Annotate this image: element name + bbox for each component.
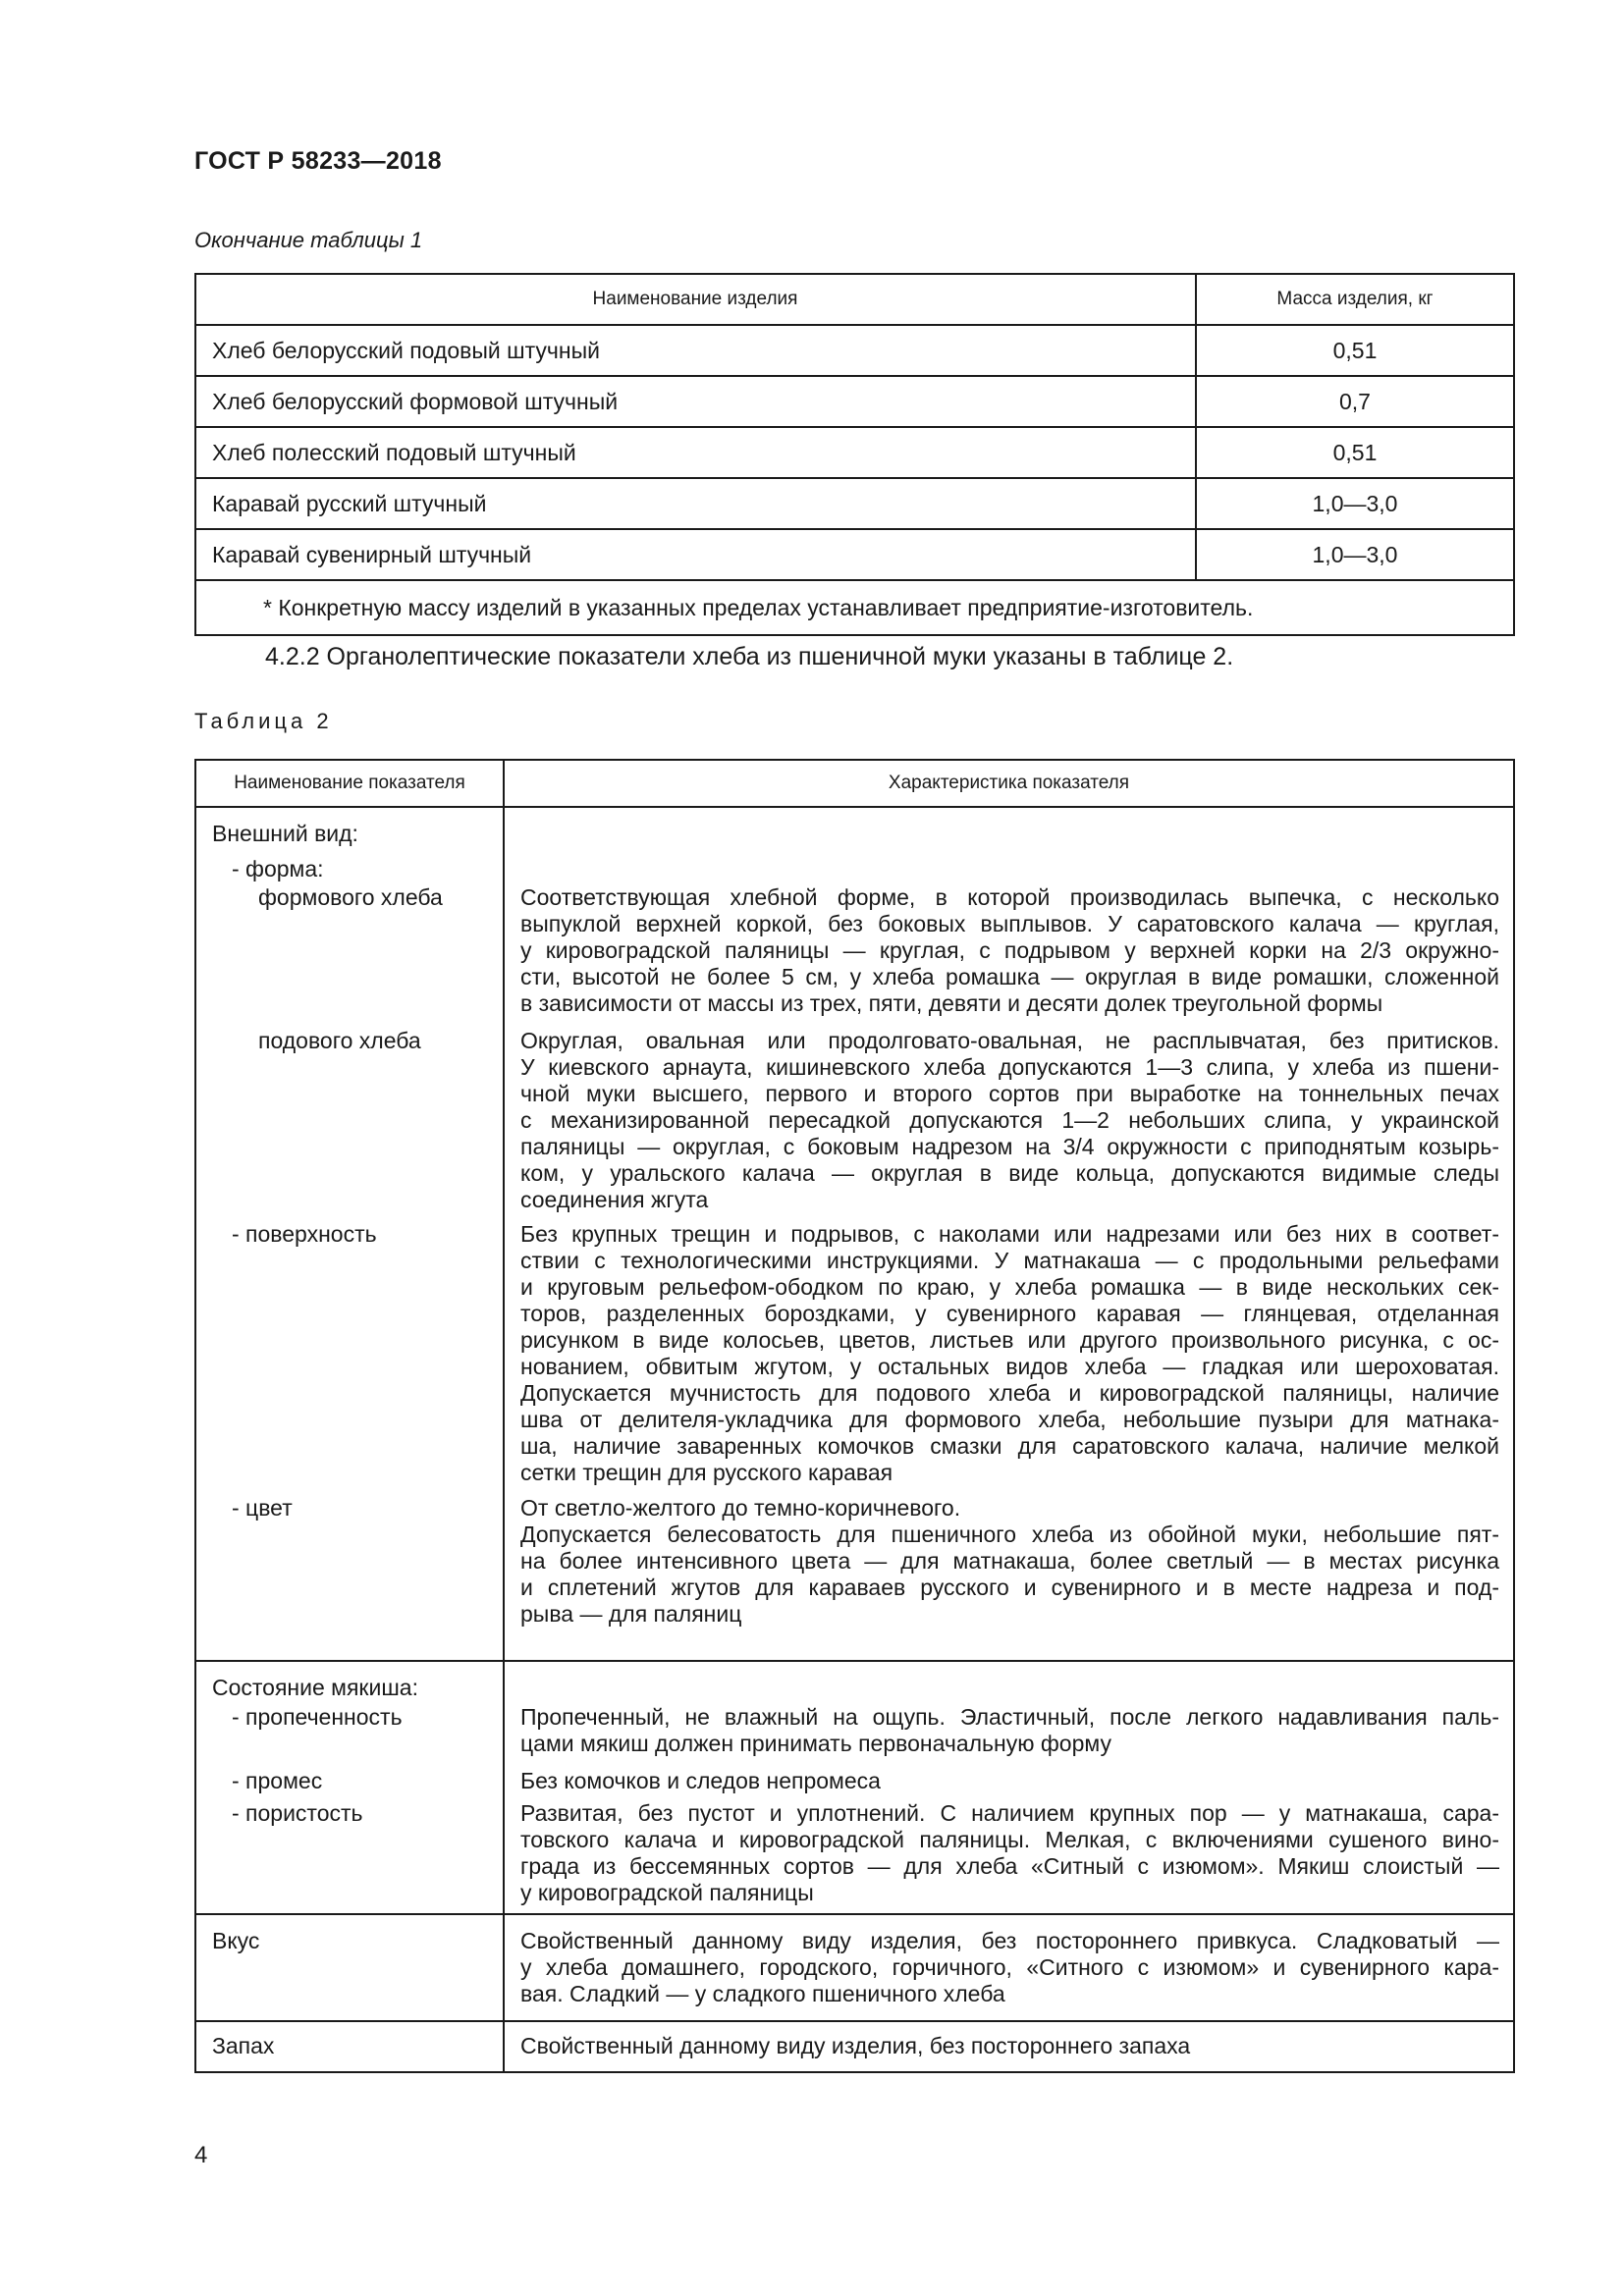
paragraph-4-2-2: 4.2.2 Органолептические показатели хлеба из пшеничной муки указаны в таблице 2. — [265, 643, 1234, 670]
text-line: Развитая, без пустот и уплотнений. С наличием крупных пор — у матнакаша, сара- — [520, 1800, 1499, 1826]
indicator-cell — [195, 1914, 504, 2021]
product-name: Каравай сувенирный штучный — [195, 529, 1196, 580]
indicator-cell — [195, 807, 504, 1661]
indicator-cell — [195, 2021, 504, 2072]
text-line: рисунком в виде колосьев, цветов, листьев или другого произвольного рисунка, с ос- — [520, 1327, 1499, 1353]
text-line: чной муки высшего, первого и второго сортов при выработке на тоннельных печах — [520, 1081, 1499, 1106]
text-line: сетки трещин для русского каравая — [520, 1460, 893, 1485]
table2-header-row — [195, 760, 1514, 807]
indicator-surface: - поверхность — [232, 1221, 377, 1247]
table-row — [195, 427, 1514, 478]
text-line: и круговым рельефом-ободком по краю, у хлеба ромашка — в виде нескольких сек- — [520, 1274, 1499, 1300]
characteristic-cell — [504, 2021, 1514, 2072]
text-line: У киевского арнаута, кишиневского хлеба допускаются 1—3 слипа, у хлеба из пшени- — [520, 1054, 1499, 1080]
indicator-form-hearth: подового хлеба — [258, 1028, 421, 1053]
product-name: Хлеб белорусский подовый штучный — [195, 325, 1196, 376]
product-mass: 0,51 — [1196, 325, 1514, 376]
text-line: с механизированной пересадкой допускаются 1—2 небольших слипа, у украинской — [520, 1107, 1499, 1133]
indicator-baked: - пропеченность — [232, 1704, 403, 1730]
table2-col-indicator: Наименование показателя — [195, 760, 504, 807]
indicator-color: - цвет — [232, 1495, 293, 1521]
document-code: ГОСТ Р 58233—2018 — [194, 147, 442, 175]
text-line: града из бессемянных сортов — для хлеба «Ситный с изюмом». Мякиш слоистый — — [520, 1853, 1499, 1879]
text-line: нованием, обвитым жгутом, у остальных видов хлеба — гладкая или шероховатая. — [520, 1354, 1499, 1379]
text-line: ком, у уральского калача — округлая в виде кольца, допускаются видимые следы — [520, 1160, 1499, 1186]
text-line: сти, высотой не более 5 см, у хлеба ромашка — округлая в виде ромашки, сложенной — [520, 964, 1499, 989]
text-line: у кировоградской паляницы — [520, 1880, 814, 1905]
characteristic-cell — [504, 807, 1514, 1661]
indicator-smell: Запах — [212, 2033, 275, 2058]
product-name: Каравай русский штучный — [195, 478, 1196, 529]
table-row — [195, 325, 1514, 376]
table1-col-name: Наименование изделия — [195, 274, 1196, 325]
text-line: выпуклой верхней коркой, без боковых выплывов. У саратовского калача — круглая, — [520, 911, 1499, 936]
product-name: Хлеб полесский подовый штучный — [195, 427, 1196, 478]
text-line: Округлая, овальная или продолговато-овальная, не расплывчатая, без притисков. — [520, 1028, 1499, 1053]
table-row — [195, 478, 1514, 529]
product-name: Хлеб белорусский формовой штучный — [195, 376, 1196, 427]
text-line: Свойственный данному виду изделия, без постороннего запаха — [520, 2033, 1191, 2058]
text-line: Соответствующая хлебной форме, в которой производилась выпечка, с несколько — [520, 884, 1499, 910]
table1-col-mass: Масса изделия, кг — [1196, 274, 1514, 325]
text-line: у кировоградской паляницы — круглая, с подрывом у верхней корки на 2/3 окружно- — [520, 937, 1499, 963]
text-line: Без крупных трещин и подрывов, с наколами или надрезами или без них в соответ- — [520, 1221, 1499, 1247]
text-line: торов, разделенных бороздками, у сувенирного каравая — глянцевая, отделанная — [520, 1301, 1499, 1326]
table-row — [195, 807, 1514, 1661]
text-line: на более интенсивного цвета — для матнакаша, более светлый — в местах рисунка — [520, 1548, 1499, 1574]
table-row — [195, 376, 1514, 427]
text-line: Пропеченный, не влажный на ощупь. Эластичный, после легкого надавливания паль- — [520, 1704, 1499, 1730]
table-row — [195, 2021, 1514, 2072]
characteristic-cell — [504, 1661, 1514, 1914]
indicator-crumb: Состояние мякиша: — [212, 1675, 418, 1700]
product-mass: 0,51 — [1196, 427, 1514, 478]
indicator-form-molded: формового хлеба — [258, 884, 443, 910]
table1-header-row — [195, 274, 1514, 325]
text-line: Допускается мучнистость для подового хлеба и кировоградской паляницы, наличие — [520, 1380, 1499, 1406]
text-line: и сплетений жгутов для караваев русского и сувенирного и в месте надреза и под- — [520, 1575, 1499, 1600]
product-mass: 1,0—3,0 — [1196, 529, 1514, 580]
page-number: 4 — [194, 2142, 208, 2168]
text-line: Без комочков и следов непромеса — [520, 1768, 881, 1793]
table1 — [194, 273, 1515, 636]
product-mass: 0,7 — [1196, 376, 1514, 427]
text-line: рыва — для паляниц — [520, 1601, 742, 1627]
table2-caption: Таблица 2 — [194, 709, 333, 733]
text-line: паляницы — округлая, с боковым надрезом на 3/4 окружности с приподнятым козырь- — [520, 1134, 1499, 1159]
indicator-porosity: - пористость — [232, 1800, 363, 1826]
table2 — [194, 759, 1515, 2073]
text-line: у хлеба домашнего, городского, горчичного, «Ситного с изюмом» и сувенирного кара- — [520, 1954, 1499, 1980]
text-line: товского калача и кировоградской паляницы. Мелкая, с включениями сушеного вино- — [520, 1827, 1499, 1852]
characteristic-cell — [504, 1914, 1514, 2021]
text-line: шва от делителя-укладчика для формового хлеба, небольшие пузыри для матнака- — [520, 1407, 1499, 1432]
indicator-form: - форма: — [232, 856, 324, 881]
table1-footnote-row — [195, 580, 1514, 635]
table1-footnote: * Конкретную массу изделий в указанных пределах устанавливает предприятие-изготовитель. — [195, 580, 1514, 635]
table-row — [195, 1661, 1514, 1914]
text-line: соединения жгута — [520, 1187, 709, 1212]
indicator-taste: Вкус — [212, 1928, 260, 1953]
text-line: цами мякиш должен принимать первоначальную форму — [520, 1731, 1111, 1756]
table-row — [195, 1914, 1514, 2021]
table1-continuation-caption: Окончание таблицы 1 — [194, 228, 423, 252]
text-line: ствии с технологическими инструкциями. У матнакаша — с продольными рельефами — [520, 1248, 1499, 1273]
text-line: вая. Сладкий — у сладкого пшеничного хлеба — [520, 1981, 1005, 2006]
text-line: Свойственный данному виду изделия, без постороннего привкуса. Сладковатый — — [520, 1928, 1499, 1953]
product-mass: 1,0—3,0 — [1196, 478, 1514, 529]
text-line: От светло-желтого до темно-коричневого. — [520, 1495, 961, 1521]
text-line: Допускается белесоватость для пшеничного хлеба из обойной муки, небольшие пят- — [520, 1522, 1499, 1547]
indicator-mixing: - промес — [232, 1768, 323, 1793]
table-row — [195, 529, 1514, 580]
text-line: ша, наличие заваренных комочков смазки для саратовского калача, наличие мелкой — [520, 1433, 1499, 1459]
indicator-appearance: Внешний вид: — [212, 821, 358, 846]
table2-col-characteristic: Характеристика показателя — [504, 760, 1514, 807]
indicator-cell — [195, 1661, 504, 1914]
text-line: в зависимости от массы из трех, пяти, девяти и десяти долек треугольной формы — [520, 990, 1383, 1016]
